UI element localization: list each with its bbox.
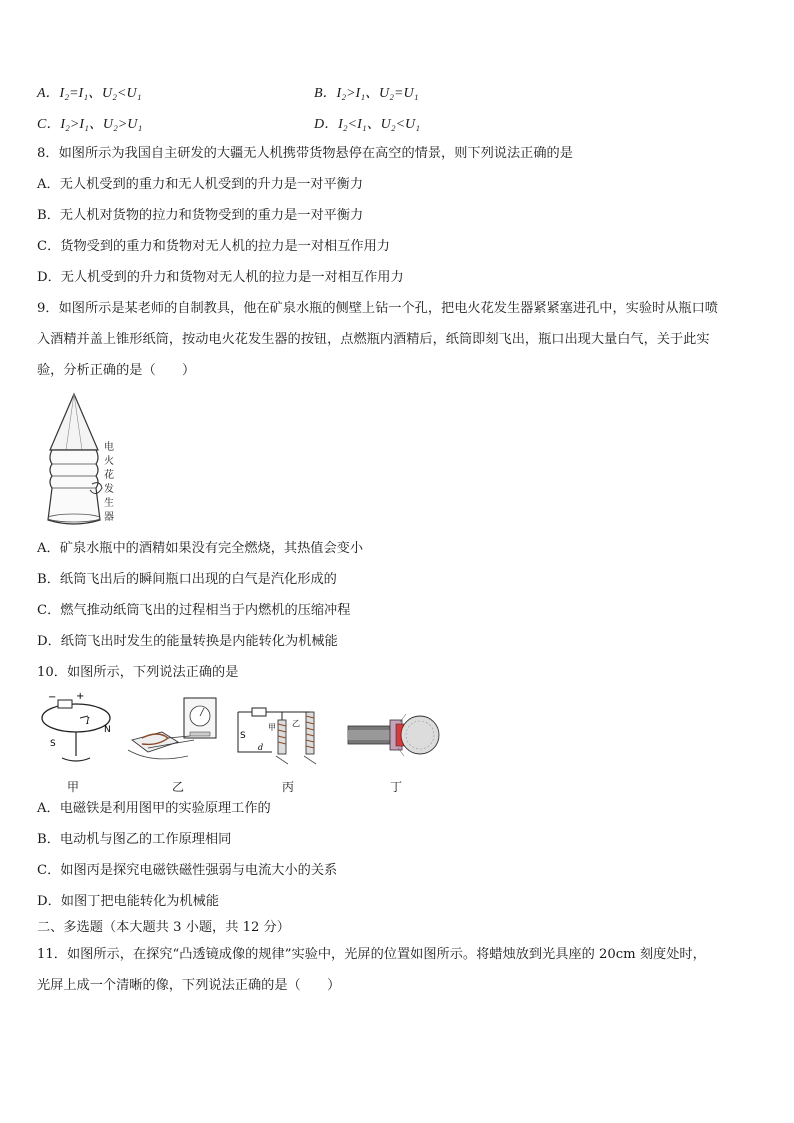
q9-label-char: 器 <box>104 512 114 523</box>
q10-fig3-yi: 乙 <box>292 719 300 728</box>
q10-figure-bing <box>232 690 328 770</box>
q9-option-d: D．纸筒飞出时发生的能量转换是内能转化为机械能 <box>37 634 338 649</box>
q7-option-b: B．I₂>I₁、U₂=U₁ <box>314 86 419 101</box>
q10-caption-jia: 甲 <box>67 780 80 794</box>
q9-stem-line-1: 9．如图所示是某老师的自制教具，他在矿泉水瓶的侧壁上钻一个孔，把电火花发生器紧紧塞进孔中，实验时从瓶口喷 <box>37 301 718 316</box>
q8-option-a: A．无人机受到的重力和无人机受到的升力是一对平衡力 <box>37 177 364 192</box>
q7-option-c: C．I₂>I₁、U₂>U₁ <box>37 117 143 132</box>
q8-option-b: B．无人机对货物的拉力和货物受到的重力是一对平衡力 <box>37 208 364 223</box>
q10-figure-ding <box>344 706 440 764</box>
q10-option-b: B．电动机与图乙的工作原理相同 <box>37 832 232 847</box>
q7-option-a: A．I₂=I₁、U₂<U₁ <box>37 86 142 101</box>
q10-fig3-s: S <box>240 731 246 741</box>
q11-stem-line-2: 光屏上成一个清晰的像，下列说法正确的是（ ） <box>37 978 341 993</box>
q9-label-char: 电 <box>104 442 114 453</box>
q8-option-d: D．无人机受到的升力和货物对无人机的拉力是一对相互作用力 <box>37 270 404 285</box>
q10-fig1-current: I <box>86 717 90 727</box>
q10-figure-jia <box>36 690 116 770</box>
q9-label-char: 发 <box>104 484 114 495</box>
section-heading: 二、多选题（本大题共 3 小题，共 12 分） <box>37 920 290 935</box>
q10-caption-bing: 丙 <box>282 780 295 794</box>
q9-stem-line-2: 入酒精并盖上锥形纸筒，按动电火花发生器的按钮，点燃瓶内酒精后，纸筒即刻飞出，瓶口出现大量白气，关于此实 <box>37 332 710 347</box>
q9-label-char: 火 <box>104 456 114 467</box>
q9-option-c: C．燃气推动纸筒飞出的过程相当于内燃机的压缩冲程 <box>37 603 351 618</box>
q9-option-b: B．纸筒飞出后的瞬间瓶口出现的白气是汽化形成的 <box>37 572 337 587</box>
q9-label-char: 生 <box>104 498 114 509</box>
q10-figure-yi <box>128 690 220 770</box>
q7-option-row-1 <box>37 82 757 102</box>
q10-option-c: C．如图丙是探究电磁铁磁性强弱与电流大小的关系 <box>37 863 338 878</box>
q9-option-a: A．矿泉水瓶中的酒精如果没有完全燃烧，其热值会变小 <box>37 541 364 556</box>
q10-caption-yi: 乙 <box>172 780 185 794</box>
q11-stem-line-1: 11．如图所示，在探究“凸透镜成像的规律”实验中，光屏的位置如图所示。将蜡烛放到光具座的 20cm 刻度处时， <box>37 947 706 962</box>
q9-label-char: 花 <box>104 470 114 481</box>
q7-option-d: D．I₂<I₁、U₂<U₁ <box>314 117 421 132</box>
q10-fig1-s: S <box>50 739 56 749</box>
q10-fig3-jia: 甲 <box>268 723 276 732</box>
q8-option-c: C．货物受到的重力和货物对无人机的拉力是一对相互作用力 <box>37 239 390 254</box>
q9-stem-line-3: 验，分析正确的是（ ） <box>37 363 196 378</box>
q10-fig1-minus: − <box>48 692 57 703</box>
q8-stem: 8．如图所示为我国自主研发的大疆无人机携带货物悬停在高空的情景，则下列说法正确的是 <box>37 146 573 161</box>
q10-option-d: D．如图丁把电能转化为机械能 <box>37 894 220 909</box>
q10-fig1-n: N <box>104 725 111 735</box>
q10-stem: 10．如图所示，下列说法正确的是 <box>37 665 239 680</box>
q10-caption-ding: 丁 <box>390 780 403 794</box>
q10-fig3-d: d <box>258 743 264 752</box>
q7-option-row-2 <box>37 113 757 133</box>
q9-bottle-figure <box>36 392 136 532</box>
q10-option-a: A．电磁铁是利用图甲的实验原理工作的 <box>37 801 271 816</box>
q10-fig1-plus: + <box>76 691 85 702</box>
